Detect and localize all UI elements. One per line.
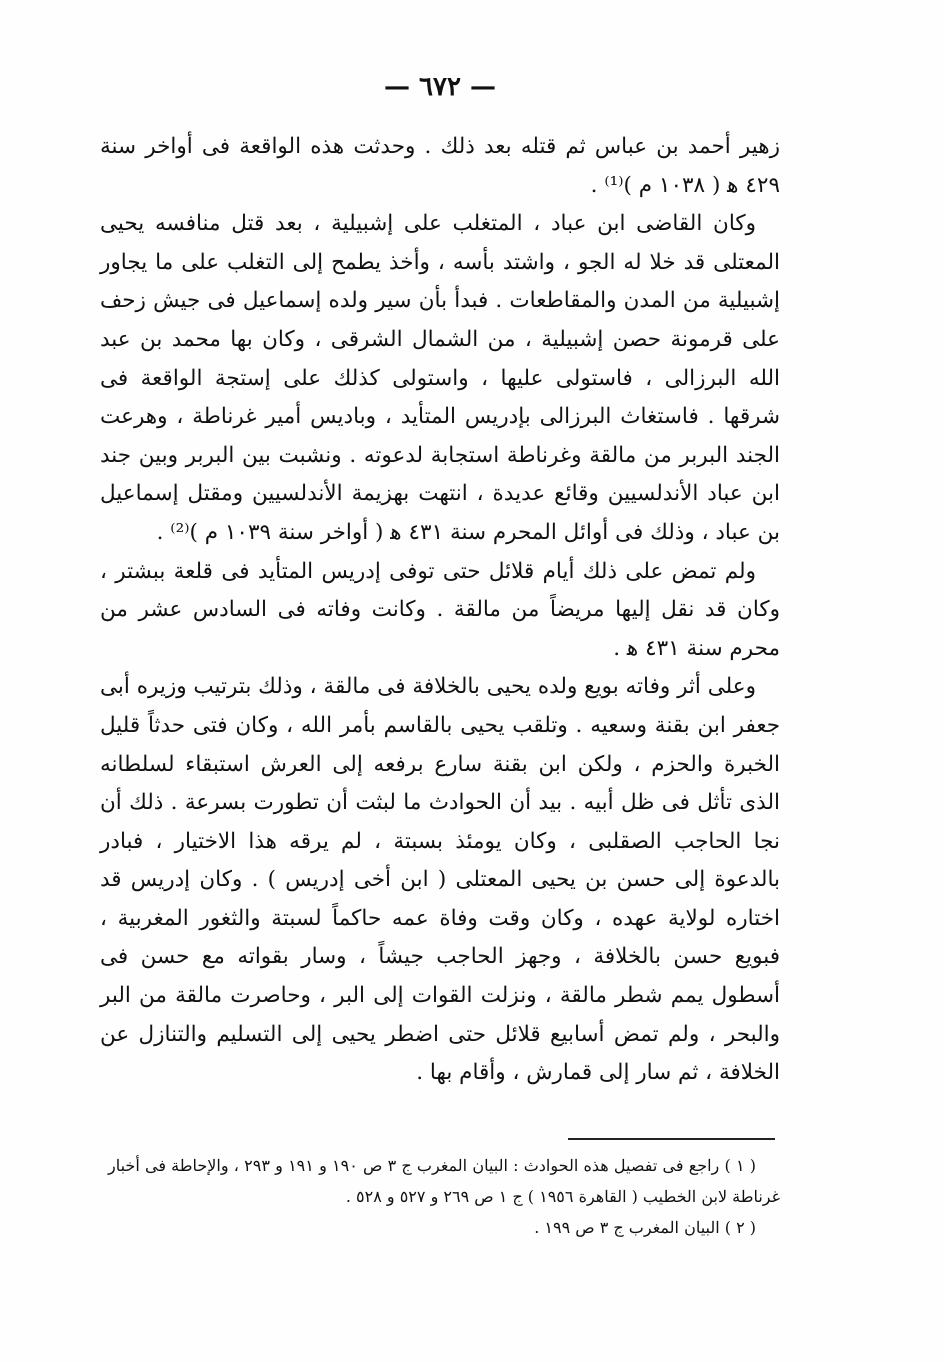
paragraph: وكان القاضى ابن عباد ، المتغلب على إشبيلية ، بعد قتل منافسه يحيى المعتلى قد خلا له الجو ، واشتد بأسه ، وأخذ يطمح إلى التغلب على ما يجاور إشبيلية من المدن والمقاطعات . فبدأ بأن سير ولده إسماعيل فى جيش زحف على قرمونة حصن إشبيلية ، من الشمال الشرقى ، وكان بها محمد بن عبد الله البرزالى ، فاستولى عليها ، واستولى كذلك على إستجة الواقعة فى شرقها . فاستغاث البرزالى بإدريس المتأيد ، وباديس أمير غرناطة ، وهرعت الجند البربر من مالقة وغرناطة استجابة لدعوته . ونشبت بين البربر وبين جند ابن عباد الأندلسيين وقائع عديدة ، انتهت بهزيمة الأندلسيين ومقتل إسماعيل بن عباد ، وذلك فى أوائل المحرم سنة ٤٣١ ﻫ ( أواخر سنة ١٠٣٩ م )⁽²⁾ .	[100, 211, 780, 545]
paragraph: زهير أحمد بن عباس ثم قتله بعد ذلك . وحدثت هذه الواقعة فى أواخر سنة ٤٢٩ ﻫ ( ١٠٣٨ م )⁽¹⁾ .	[100, 134, 780, 198]
paragraph: وعلى أثر وفاته بويع ولده يحيى بالخلافة فى مالقة ، وذلك بترتيب وزيره أبى جعفر ابن بقنة وسعيه . وتلقب يحيى بالقاسم بأمر الله ، وكان فتى حدثاً قليل الخبرة والحزم ، ولكن ابن بقنة سارع برفعه إلى العرش استبقاء لسلطانه الذى تأثل فى ظل أبيه . بيد أن الحوادث ما لبثت أن تطورت بسرعة . ذلك أن نجا الحاجب الصقلبى ، وكان يومئذ بسبتة ، لم يرقه هذا الاختيار ، فبادر بالدعوة إلى حسن بن يحيى المعتلى ( ابن أخى إدريس ) . وكان إدريس قد اختاره لولاية عهده ، وكان وقت وفاة عمه حاكماً لسبتة والثغور المغربية ، فبويع حسن بالخلافة ، وجهز الحاجب جيشاً ، وسار بقواته مع حسن فى أسطول يمم شطر مالقة ، ونزلت القوات إلى البر ، وحاصرت مالقة من البر والبحر ، ولم تمض أسابيع قلائل حتى اضطر يحيى إلى التسليم والتنازل عن الخلافة ، ثم سار إلى قمارش ، وأقام بها .	[100, 674, 780, 1086]
footnote: ( ١ ) راجع فى تفصيل هذه الحوادث : البيان المغرب ج ٣ ص ١٩٠ و ١٩١ و ٢٩٣ ، والإحاطة فى أخبار غرناطة لابن الخطيب ( القاهرة ١٩٥٦ ) ج ١ ص ٢٦٩ و ٥٢٧ و ٥٢٨ .	[108, 1156, 780, 1206]
paragraph: ولم تمض على ذلك أيام قلائل حتى توفى إدريس المتأيد فى قلعة ببشتر ، وكان قد نقل إليها مريضاً من مالقة . وكانت وفاته فى السادس عشر من محرم سنة ٤٣١ ﻫ .	[100, 558, 780, 661]
page-number: — ٦٧٢ —	[383, 72, 497, 102]
main-text	[100, 128, 780, 1093]
footnote: ( ٢ ) البيان المغرب ج ٣ ص ١٩٩ .	[534, 1218, 756, 1237]
footnote-divider	[568, 1138, 775, 1140]
footnotes	[108, 1150, 780, 1243]
